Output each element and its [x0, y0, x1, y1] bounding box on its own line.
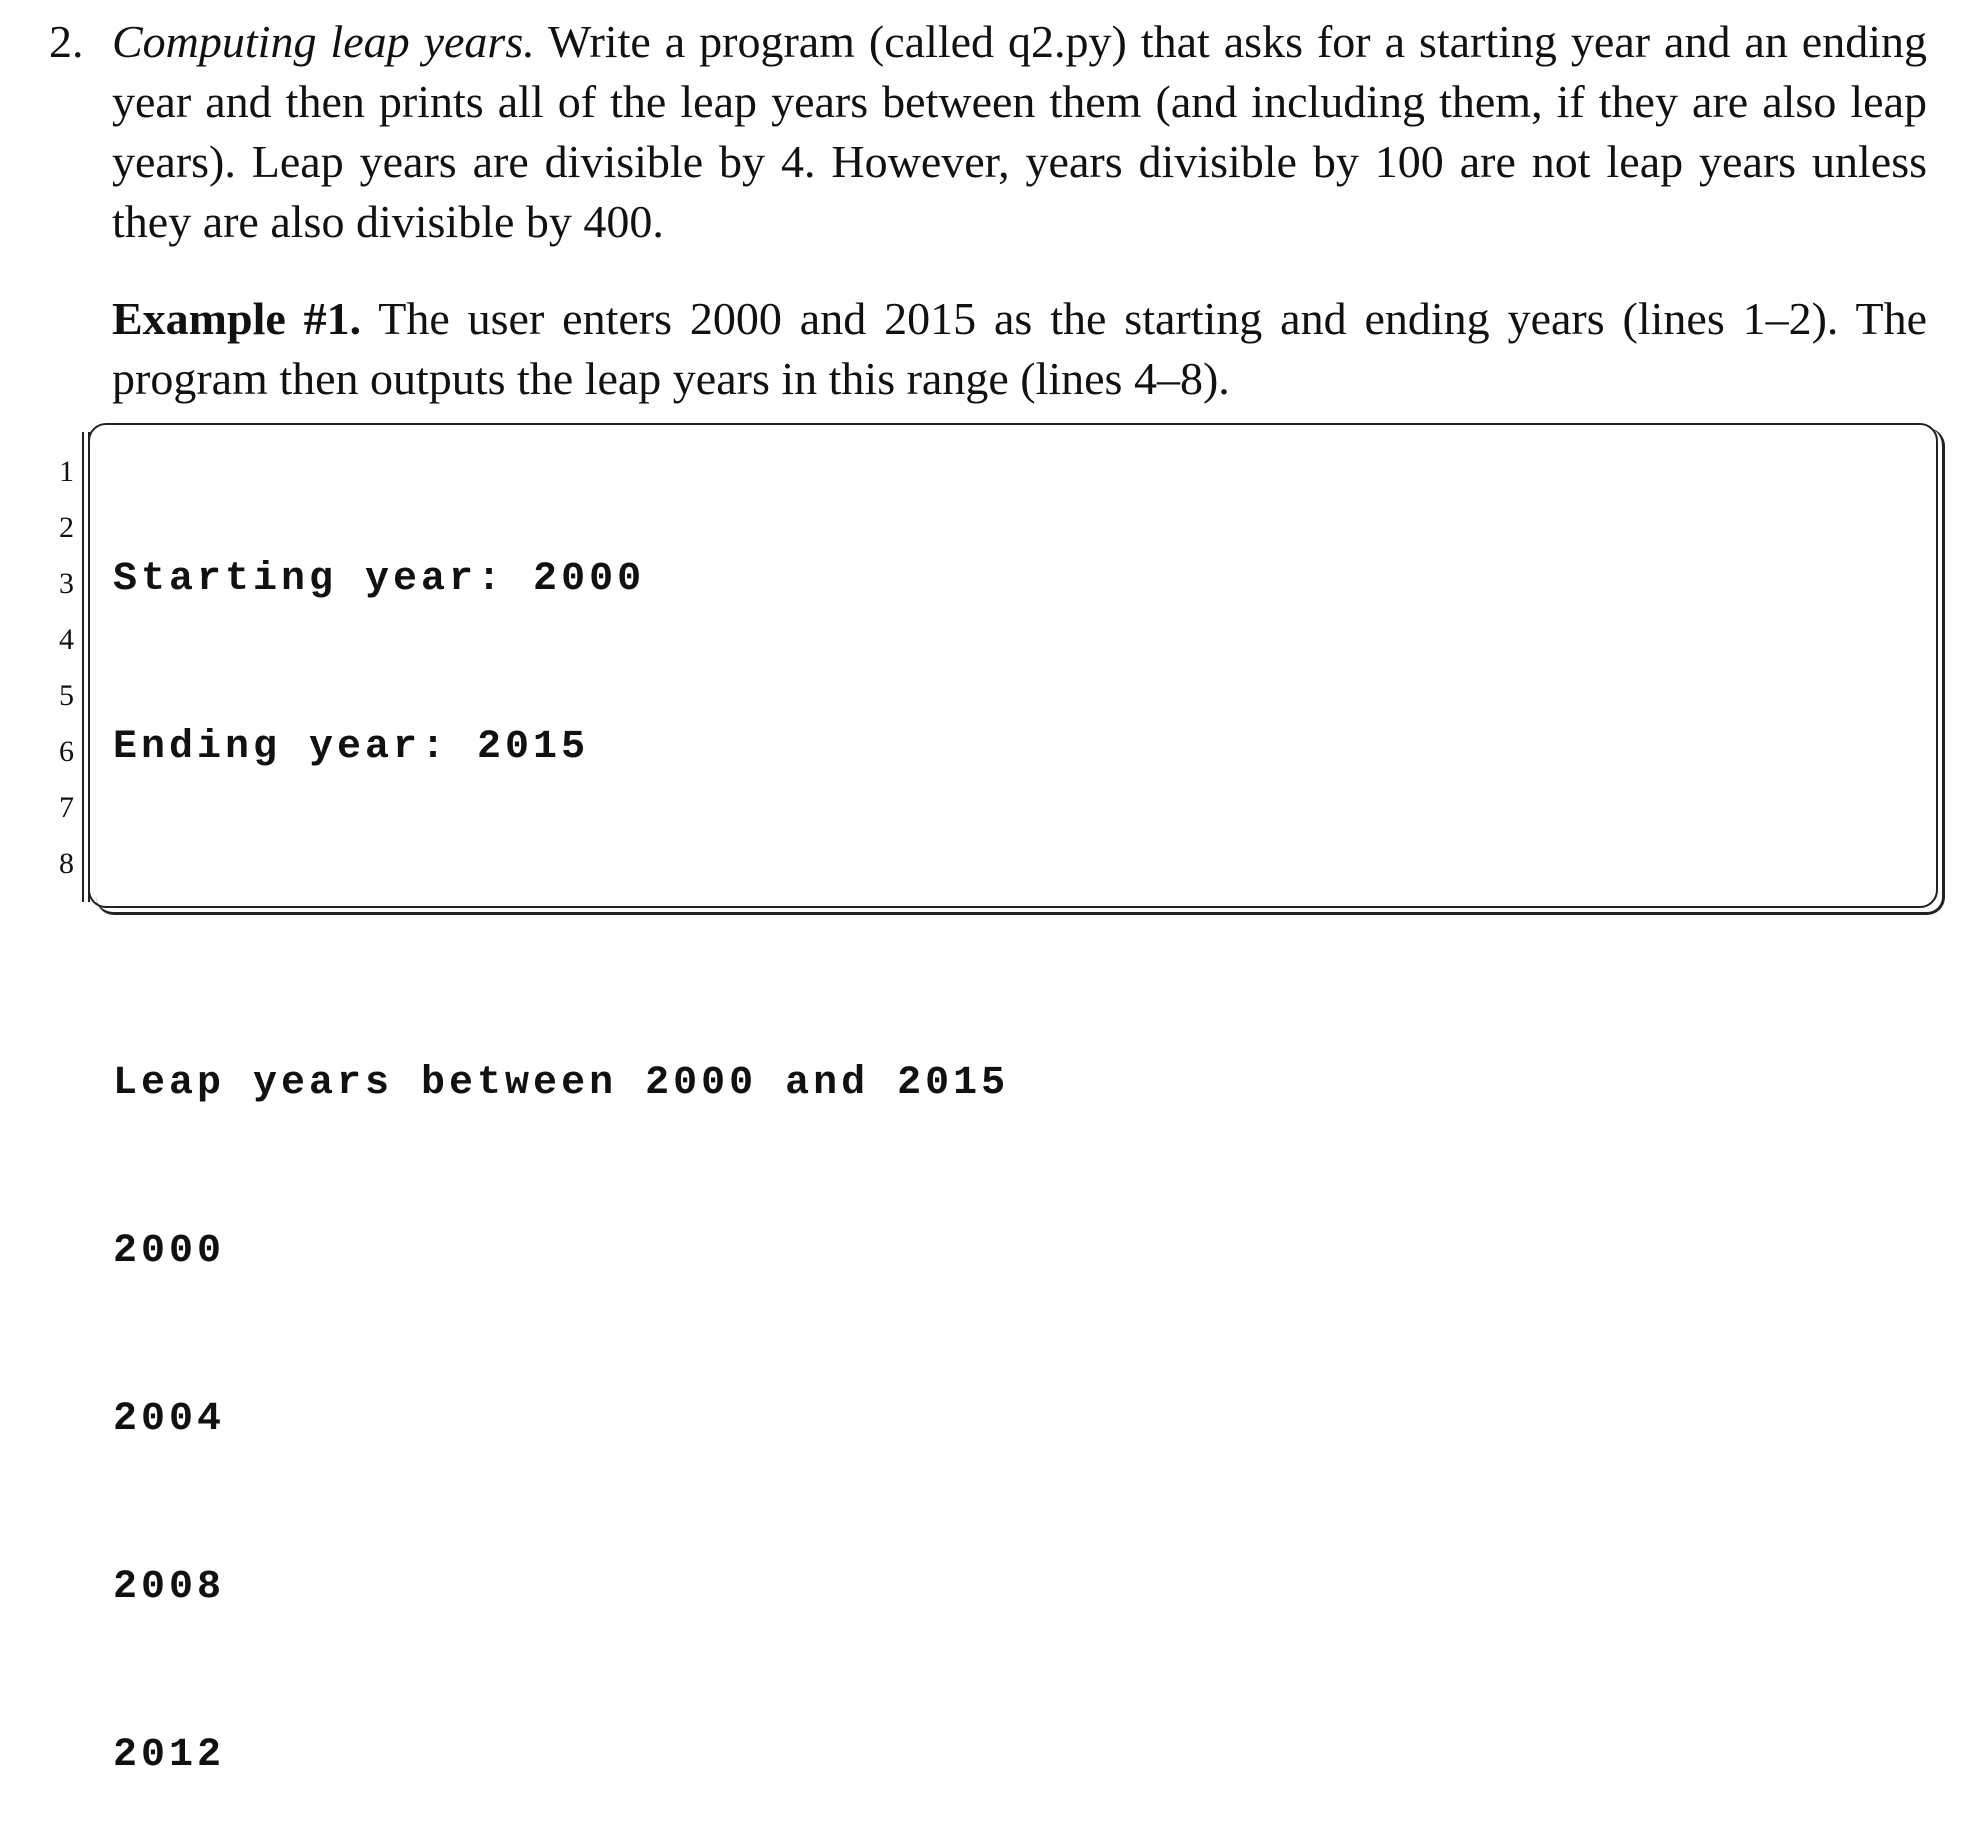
line-numbers — [40, 440, 74, 888]
line-number: 2 — [59, 511, 74, 544]
line-number: 3 — [59, 567, 74, 600]
problem-statement — [49, 12, 1929, 252]
gutter-divider-inner — [88, 432, 90, 902]
problem-body: Write a program (called q2.py) that asks for a starting year and an ending year and then prints all of the leap years between them (and including them, if they are also leap years). Leap years are divisible by 4. However, years divisible by 100 are not leap years unless they are also divisible by 400. — [112, 16, 1928, 247]
example-label: Example #1. — [112, 293, 362, 344]
code-line: Starting year: 2000 — [113, 557, 646, 602]
line-number: 4 — [59, 623, 74, 656]
line-number: 1 — [59, 455, 74, 488]
problem-title: Computing leap years. — [112, 16, 535, 67]
code-line — [113, 888, 1009, 944]
line-number: 5 — [59, 679, 74, 712]
problem-number: 2. — [49, 16, 84, 67]
code-line: 2004 — [113, 1397, 226, 1442]
example-description — [112, 289, 1927, 409]
code-line: 2012 — [113, 1733, 226, 1778]
line-number: 7 — [59, 791, 74, 824]
code-line: 2000 — [113, 1229, 226, 1274]
gutter-divider — [82, 432, 84, 902]
line-number: 8 — [59, 847, 74, 880]
code-line: Leap years between 2000 and 2015 — [113, 1061, 1010, 1106]
line-number: 6 — [59, 735, 74, 768]
code-line: 2008 — [113, 1565, 226, 1610]
code-line: Ending year: 2015 — [113, 725, 590, 770]
problem-text — [112, 12, 1927, 252]
code-listing — [113, 440, 1009, 1840]
example-body: The user enters 2000 and 2015 as the starting and ending years (lines 1–2). The program then outputs the leap years in this range (lines 4–8). — [112, 293, 1928, 404]
